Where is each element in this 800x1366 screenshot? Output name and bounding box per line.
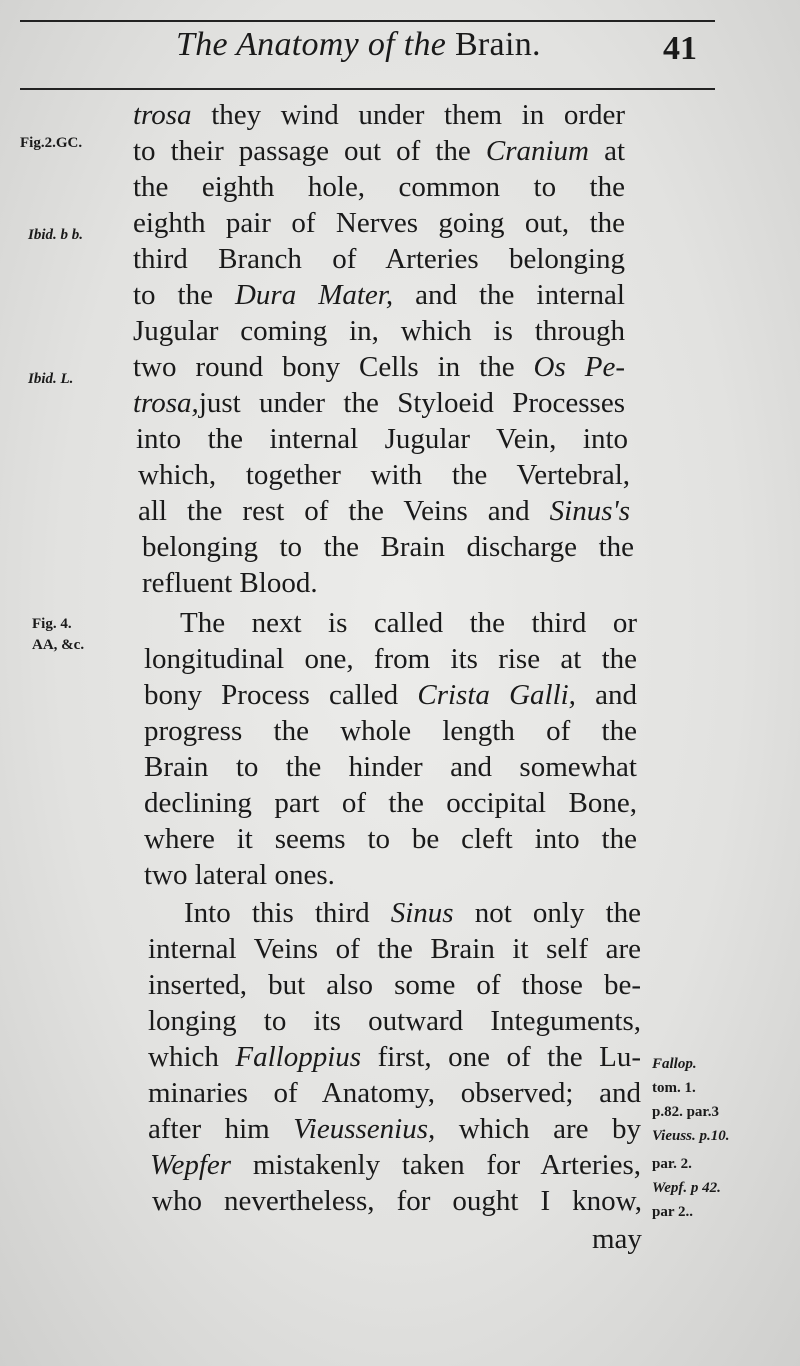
italic-word: Sinus <box>390 897 454 929</box>
text-span: just under the Styloeid Processes <box>198 387 625 419</box>
italic-word: Wepfer <box>150 1149 232 1181</box>
catchword: may <box>592 1223 642 1255</box>
italic-word: Os Pe- <box>533 351 625 383</box>
text-span: bony Process called <box>144 679 418 711</box>
text-line: The next is called the third or <box>180 607 637 639</box>
text-line <box>148 1040 641 1074</box>
margin-note-ibid-bb: Ibid. b b. <box>28 227 84 243</box>
italic-word: Sinus's <box>549 495 630 527</box>
text-line <box>133 98 625 132</box>
text-span: to the <box>133 279 235 311</box>
running-title-italic: The Anatomy of the <box>176 26 447 63</box>
text-span: two round bony Cells in the <box>133 351 534 383</box>
italic-word: trosa <box>133 99 192 131</box>
text-line: declining part of the occipital Bone, <box>144 787 637 819</box>
text-line <box>133 278 625 312</box>
margin-note-ibid-l: Ibid. L. <box>28 371 74 387</box>
italic-word: Dura Mater, <box>234 279 394 311</box>
text-line: third Branch of Arteries belonging <box>133 243 625 275</box>
running-title-roman: Brain. <box>454 26 541 63</box>
italic-word: Crista Galli, <box>417 679 576 711</box>
text-line <box>133 386 625 420</box>
text-span: which are by <box>435 1113 641 1145</box>
text-line: the eighth hole, common to the <box>133 171 625 203</box>
margin-note-par2b: par 2.. <box>652 1204 693 1220</box>
page-number: 41 <box>663 30 697 67</box>
italic-word: Cranium <box>485 135 590 167</box>
header-bottom-rule <box>20 88 715 90</box>
text-line: which, together with the Vertebral, <box>138 459 630 491</box>
text-span: and the internal <box>393 279 625 311</box>
text-span: at <box>589 135 626 167</box>
text-line: refluent Blood. <box>142 567 318 599</box>
margin-note-fallop: Fallop. <box>652 1056 697 1072</box>
margin-note-fig2: Fig.2.GC. <box>20 135 83 151</box>
text-span: and <box>575 679 637 711</box>
text-span: first, one of the Lu- <box>361 1041 642 1073</box>
margin-note-fig4: Fig. 4. <box>32 616 72 632</box>
text-line: into the internal Jugular Vein, into <box>136 423 628 455</box>
text-span: Into this third <box>184 897 391 929</box>
margin-note-wepf: Wepf. p 42. <box>652 1180 721 1196</box>
text-line: two lateral ones. <box>144 859 335 891</box>
text-line: longing to its outward Integuments, <box>148 1005 641 1037</box>
text-line <box>138 494 630 528</box>
margin-note-p82: p.82. par.3 <box>652 1104 719 1120</box>
text-line: eighth pair of Nerves going out, the <box>133 207 625 239</box>
text-line <box>144 678 637 712</box>
header-top-rule <box>20 20 715 22</box>
text-line: who nevertheless, for ought I know, <box>152 1185 642 1217</box>
text-line: belonging to the Brain discharge the <box>142 531 634 563</box>
text-line: Jugular coming in, which is through <box>133 315 625 347</box>
running-title <box>176 26 541 64</box>
text-line: internal Veins of the Brain it self are <box>148 933 641 965</box>
margin-note-vieuss: Vieuss. p.10. <box>652 1128 730 1144</box>
text-line: longitudinal one, from its rise at the <box>144 643 637 675</box>
text-span: they wind under them in order <box>191 99 625 131</box>
margin-note-fig4-ref: AA, &c. <box>32 637 85 653</box>
italic-word: trosa, <box>133 387 199 419</box>
margin-note-tom: tom. 1. <box>652 1080 696 1096</box>
margin-note-par2: par. 2. <box>652 1156 692 1172</box>
text-line: inserted, but also some of those be- <box>148 969 641 1001</box>
text-span: after him <box>148 1113 294 1145</box>
text-line <box>148 1112 641 1146</box>
text-span: to their passage out of the <box>133 135 486 167</box>
text-span: mistakenly taken for Arteries, <box>231 1149 641 1181</box>
text-span: not only the <box>453 897 641 929</box>
italic-word: Falloppius <box>235 1041 362 1073</box>
text-line: Brain to the hinder and somewhat <box>144 751 637 783</box>
text-line: minaries of Anatomy, observed; and <box>148 1077 641 1109</box>
text-line <box>150 1148 641 1182</box>
text-span: all the rest of the Veins and <box>138 495 550 527</box>
text-span: which <box>148 1041 236 1073</box>
text-line <box>133 134 625 168</box>
text-line: where it seems to be cleft into the <box>144 823 637 855</box>
text-line <box>133 350 625 384</box>
text-line: progress the whole length of the <box>144 715 637 747</box>
italic-word: Vieussenius, <box>293 1113 436 1145</box>
text-line <box>184 896 641 930</box>
